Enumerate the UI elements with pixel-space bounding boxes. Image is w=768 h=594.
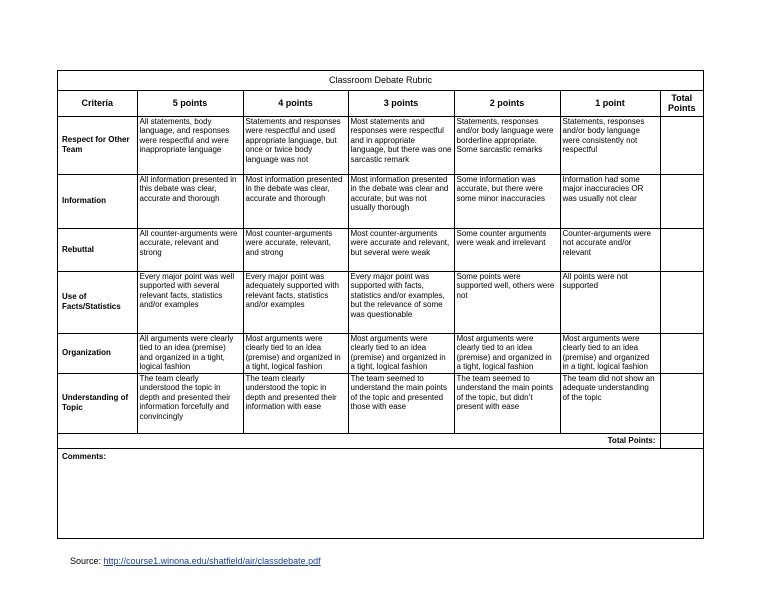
criteria-cell: Rebuttal — [58, 228, 137, 271]
criteria-cell: Organization — [58, 333, 137, 373]
source-line — [70, 556, 321, 566]
comments-section[interactable] — [58, 448, 703, 535]
criteria-cell: Understanding of Topic — [58, 373, 137, 433]
rubric-table-frame — [57, 70, 704, 539]
total-cell[interactable] — [660, 116, 703, 174]
table-row — [58, 333, 703, 373]
rubric-cell: All arguments were clearly tied to an idea (premise) and organized in a tight, logical fashion — [137, 333, 243, 373]
rubric-cell: Statements, responses and/or body language were borderline appropriate. Some sarcastic remarks — [454, 116, 560, 174]
total-cell[interactable] — [660, 174, 703, 228]
header-1-point: 1 point — [560, 91, 660, 116]
rubric-cell: Most statements and responses were respectful and in appropriate language, but there was one sarcastic remark — [348, 116, 454, 174]
header-criteria: Criteria — [58, 91, 137, 116]
total-cell[interactable] — [660, 271, 703, 333]
rubric-cell: Every major point was supported with facts, statistics and/or examples, but the relevance of some was questionable — [348, 271, 454, 333]
rubric-cell: The team clearly understood the topic in depth and presented their information with ease — [243, 373, 348, 433]
rubric-cell: Most arguments were clearly tied to an idea (premise) and organized in a tight, logical fashion — [454, 333, 560, 373]
rubric-cell: Most counter-arguments were accurate and relevant, but several were weak — [348, 228, 454, 271]
rubric-cell: All points were not supported — [560, 271, 660, 333]
total-points-cell[interactable] — [660, 433, 703, 448]
rubric-cell: Every major point was well supported with several relevant facts, statistics and/or examples — [137, 271, 243, 333]
rubric-cell: The team seemed to understand the main points of the topic, but didn’t present with ease — [454, 373, 560, 433]
table-row — [58, 373, 703, 433]
comments-label: Comments: — [62, 451, 107, 461]
source-link[interactable]: http://course1.winona.edu/shatfield/air/classdebate.pdf — [103, 556, 321, 566]
rubric-cell: All information presented in this debate was clear, accurate and thorough — [137, 174, 243, 228]
table-row — [58, 271, 703, 333]
table-row — [58, 228, 703, 271]
rubric-cell: Most counter-arguments were accurate, relevant, and strong — [243, 228, 348, 271]
rubric-cell: Some points were supported well, others were not — [454, 271, 560, 333]
total-row — [58, 433, 703, 448]
rubric-cell: Every major point was adequately supported with relevant facts, statistics and/or examples — [243, 271, 348, 333]
header-total-points: Total Points — [660, 91, 703, 116]
rubric-cell: The team seemed to understand the main points of the topic and presented those with ease — [348, 373, 454, 433]
rubric-cell: Most arguments were clearly tied to an idea (premise) and organized in a tight, logical fashion — [348, 333, 454, 373]
header-row — [58, 91, 703, 116]
table-row — [58, 116, 703, 174]
header-5-points: 5 points — [137, 91, 243, 116]
rubric-cell: Counter-arguments were not accurate and/or relevant — [560, 228, 660, 271]
rubric-cell: Most information presented in the debate was clear and accurate, but was not usually thorough — [348, 174, 454, 228]
total-cell[interactable] — [660, 333, 703, 373]
rubric-title: Classroom Debate Rubric — [58, 71, 703, 91]
rubric-cell: Most information presented in the debate was clear, accurate and thorough — [243, 174, 348, 228]
rubric-cell: Statements and responses were respectful and used appropriate language, but once or twice body language was not — [243, 116, 348, 174]
source-label: Source: — [70, 556, 102, 566]
table-row — [58, 174, 703, 228]
rubric-cell: Some information was accurate, but there were some minor inaccuracies — [454, 174, 560, 228]
header-4-points: 4 points — [243, 91, 348, 116]
rubric-cell: Statements, responses and/or body language were consistently not respectful — [560, 116, 660, 174]
rubric-cell: The team did not show an adequate understanding of the topic — [560, 373, 660, 433]
rubric-cell: All statements, body language, and responses were respectful and were inappropriate language — [137, 116, 243, 174]
rubric-cell: The team clearly understood the topic in depth and presented their information forcefully and convincingly — [137, 373, 243, 433]
rubric-cell: All counter-arguments were accurate, relevant and strong — [137, 228, 243, 271]
rubric-cell: Most arguments were clearly tied to an idea (premise) and organized in a tight, logical fashion — [560, 333, 660, 373]
criteria-cell: Information — [58, 174, 137, 228]
total-cell[interactable] — [660, 228, 703, 271]
header-2-points: 2 points — [454, 91, 560, 116]
rubric-cell: Some counter arguments were weak and irrelevant — [454, 228, 560, 271]
criteria-cell: Respect for Other Team — [58, 116, 137, 174]
header-3-points: 3 points — [348, 91, 454, 116]
rubric-cell: Most arguments were clearly tied to an idea (premise) and organized in a tight, logical fashion — [243, 333, 348, 373]
rubric-table — [58, 91, 703, 448]
total-points-label: Total Points: — [58, 433, 660, 448]
total-cell[interactable] — [660, 373, 703, 433]
rubric-cell: Information had some major inaccuracies OR was usually not clear — [560, 174, 660, 228]
criteria-cell: Use of Facts/Statistics — [58, 271, 137, 333]
